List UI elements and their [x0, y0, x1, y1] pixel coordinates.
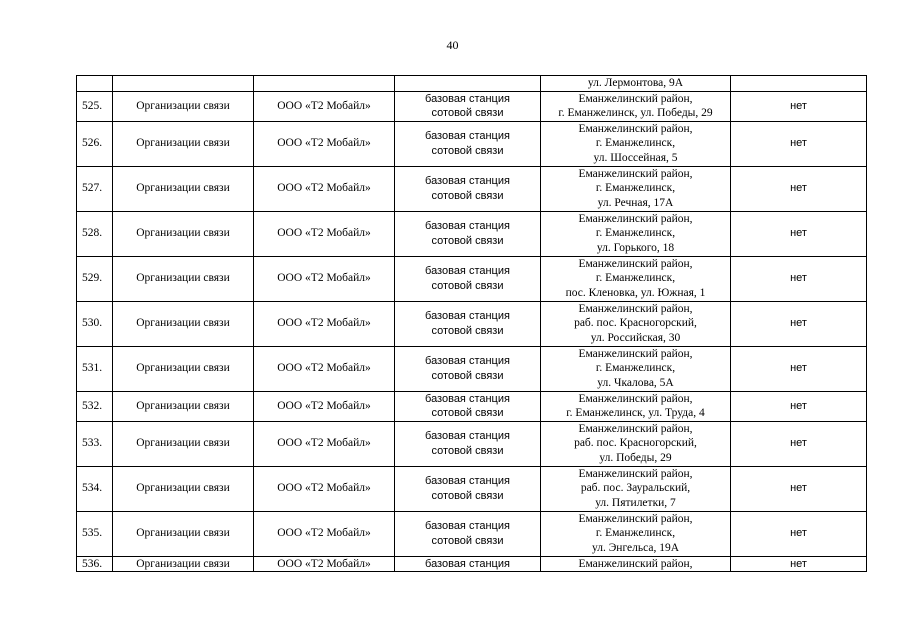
cell-flag: нет	[731, 391, 867, 421]
cell-category: Организации связи	[113, 391, 254, 421]
cell-object-type	[395, 211, 541, 256]
row-number: 526.	[77, 121, 113, 166]
address-line: Еманжелинский район,	[578, 122, 693, 135]
address-line: Еманжелинский район,	[578, 347, 693, 360]
row-number: 535.	[77, 511, 113, 556]
object-type-line: базовая станция	[425, 475, 510, 487]
cell-object-type	[395, 466, 541, 511]
cell-organization: ООО «Т2 Мобайл»	[254, 166, 395, 211]
cell-organization: ООО «Т2 Мобайл»	[254, 556, 395, 572]
cell-flag: нет	[731, 556, 867, 572]
address-line: г. Еманжелинск, ул. Победы, 29	[558, 107, 713, 119]
cell-organization: ООО «Т2 Мобайл»	[254, 256, 395, 301]
address-line: ул. Пятилетки, 7	[595, 496, 676, 509]
address-line: г. Еманжелинск,	[595, 362, 676, 375]
cell-address	[541, 166, 731, 211]
cell-object-type	[395, 556, 541, 572]
address-line: ул. Энгельса, 19А	[591, 541, 680, 554]
row-number: 527.	[77, 166, 113, 211]
cell-category: Организации связи	[113, 301, 254, 346]
address-line: ул. Горького, 18	[596, 241, 675, 254]
row-number: 534.	[77, 466, 113, 511]
cell-category: Организации связи	[113, 166, 254, 211]
object-type-line: базовая станция	[425, 430, 510, 442]
cell-flag: нет	[731, 91, 867, 121]
address-line: Еманжелинский район,	[578, 467, 693, 480]
cell-category: Организации связи	[113, 421, 254, 466]
cell-object-type	[395, 91, 541, 121]
cell-object-type	[395, 301, 541, 346]
cell-object-type	[395, 166, 541, 211]
cell-organization: ООО «Т2 Мобайл»	[254, 346, 395, 391]
address-line: Еманжелинский район,	[578, 212, 693, 225]
table-row	[77, 391, 867, 421]
cell-organization: ООО «Т2 Мобайл»	[254, 211, 395, 256]
cell-address	[541, 556, 731, 572]
cell-address	[541, 346, 731, 391]
table-row	[77, 556, 867, 572]
cell-category: Организации связи	[113, 256, 254, 301]
address-line: ул. Победы, 29	[599, 451, 672, 464]
table-row	[77, 121, 867, 166]
object-type-line: сотовой связи	[431, 324, 504, 337]
object-type-line: сотовой связи	[431, 107, 504, 119]
object-type-line: сотовой связи	[431, 444, 504, 457]
cell-flag: нет	[731, 301, 867, 346]
object-type-line: базовая станция	[425, 175, 510, 187]
object-type-line: базовая станция	[425, 355, 510, 367]
cell-empty	[77, 76, 113, 92]
table-row	[77, 301, 867, 346]
address-line: Еманжелинский район,	[578, 557, 693, 570]
address-line: Еманжелинский район,	[578, 92, 693, 105]
object-type-line: сотовой связи	[431, 279, 504, 292]
page-number: 40	[446, 38, 459, 52]
cell-object-type	[395, 121, 541, 166]
address-line: Еманжелинский район,	[578, 257, 693, 270]
object-type-line: базовая станция	[425, 220, 510, 232]
cell-flag: нет	[731, 421, 867, 466]
cell-organization: ООО «Т2 Мобайл»	[254, 511, 395, 556]
cell-category: Организации связи	[113, 121, 254, 166]
cell-object-type	[395, 391, 541, 421]
cell-address	[541, 391, 731, 421]
registry-table	[76, 75, 867, 572]
cell-category: Организации связи	[113, 556, 254, 572]
address-line: Еманжелинский район,	[578, 302, 693, 315]
cell-category: Организации связи	[113, 211, 254, 256]
address-line: раб. пос. Красногорский,	[574, 317, 697, 330]
cell-organization: ООО «Т2 Мобайл»	[254, 121, 395, 166]
address-line: ул. Шоссейная, 5	[593, 151, 678, 164]
cell-address	[541, 301, 731, 346]
address-line: г. Еманжелинск, ул. Труда, 4	[566, 407, 705, 419]
cell-address	[541, 466, 731, 511]
object-type-line: сотовой связи	[431, 189, 504, 202]
address-line: Еманжелинский район,	[578, 392, 693, 405]
cell-flag: нет	[731, 211, 867, 256]
cell-address	[541, 76, 731, 92]
address-line: г. Еманжелинск,	[595, 137, 676, 150]
table-row	[77, 256, 867, 301]
row-number: 532.	[77, 391, 113, 421]
cell-empty	[395, 76, 541, 92]
cell-flag: нет	[731, 466, 867, 511]
cell-category: Организации связи	[113, 91, 254, 121]
cell-organization: ООО «Т2 Мобайл»	[254, 91, 395, 121]
object-type-line: базовая станция	[425, 520, 510, 532]
cell-object-type	[395, 421, 541, 466]
row-number: 530.	[77, 301, 113, 346]
row-number: 528.	[77, 211, 113, 256]
cell-object-type	[395, 346, 541, 391]
table-row	[77, 211, 867, 256]
cell-flag: нет	[731, 511, 867, 556]
address-line: раб. пос. Зауральский,	[580, 482, 691, 495]
address-line: раб. пос. Красногорский,	[574, 437, 697, 450]
object-type-line: сотовой связи	[431, 144, 504, 157]
address-line: Еманжелинский район,	[578, 422, 693, 435]
object-type-line: базовая станция	[425, 392, 510, 405]
cell-organization: ООО «Т2 Мобайл»	[254, 421, 395, 466]
object-type-line: сотовой связи	[431, 489, 504, 502]
table-row	[77, 91, 867, 121]
address-line: ул. Лермонтова, 9А	[587, 77, 684, 89]
cell-category: Организации связи	[113, 346, 254, 391]
address-line: ул. Российская, 30	[590, 331, 681, 344]
object-type-line: сотовой связи	[431, 369, 504, 382]
object-type-line: базовая станция	[425, 557, 510, 570]
cell-organization: ООО «Т2 Мобайл»	[254, 466, 395, 511]
object-type-line: сотовой связи	[431, 534, 504, 547]
address-line: ул. Чкалова, 5А	[597, 376, 674, 389]
cell-category: Организации связи	[113, 466, 254, 511]
cell-address	[541, 511, 731, 556]
address-line: Еманжелинский район,	[578, 167, 693, 180]
object-type-line: сотовой связи	[431, 234, 504, 247]
address-line: г. Еманжелинск,	[595, 182, 676, 195]
row-number: 525.	[77, 91, 113, 121]
row-number: 533.	[77, 421, 113, 466]
cell-flag: нет	[731, 346, 867, 391]
cell-empty	[113, 76, 254, 92]
cell-flag: нет	[731, 256, 867, 301]
object-type-line: базовая станция	[425, 92, 510, 105]
row-number: 529.	[77, 256, 113, 301]
address-line: пос. Кленовка, ул. Южная, 1	[565, 286, 706, 299]
object-type-line: базовая станция	[425, 130, 510, 142]
cell-empty	[731, 76, 867, 92]
row-number: 536.	[77, 556, 113, 572]
cell-organization: ООО «Т2 Мобайл»	[254, 391, 395, 421]
address-line: г. Еманжелинск,	[595, 227, 676, 240]
cell-empty	[254, 76, 395, 92]
row-number: 531.	[77, 346, 113, 391]
cell-address	[541, 91, 731, 121]
cell-flag: нет	[731, 166, 867, 211]
cell-address	[541, 421, 731, 466]
cell-organization: ООО «Т2 Мобайл»	[254, 301, 395, 346]
address-line: Еманжелинский район,	[578, 512, 693, 525]
address-line: ул. Речная, 17А	[597, 196, 674, 209]
table-row	[77, 421, 867, 466]
object-type-line: базовая станция	[425, 265, 510, 277]
cell-flag: нет	[731, 121, 867, 166]
cell-object-type	[395, 511, 541, 556]
object-type-line: сотовой связи	[431, 407, 504, 419]
table-row	[77, 511, 867, 556]
object-type-line: базовая станция	[425, 310, 510, 322]
cell-category: Организации связи	[113, 511, 254, 556]
address-line: г. Еманжелинск,	[595, 527, 676, 540]
table-row-continuation	[77, 76, 867, 92]
table-row	[77, 166, 867, 211]
cell-address	[541, 211, 731, 256]
cell-address	[541, 256, 731, 301]
address-line: г. Еманжелинск,	[595, 272, 676, 285]
cell-object-type	[395, 256, 541, 301]
table-row	[77, 346, 867, 391]
cell-address	[541, 121, 731, 166]
table-row	[77, 466, 867, 511]
